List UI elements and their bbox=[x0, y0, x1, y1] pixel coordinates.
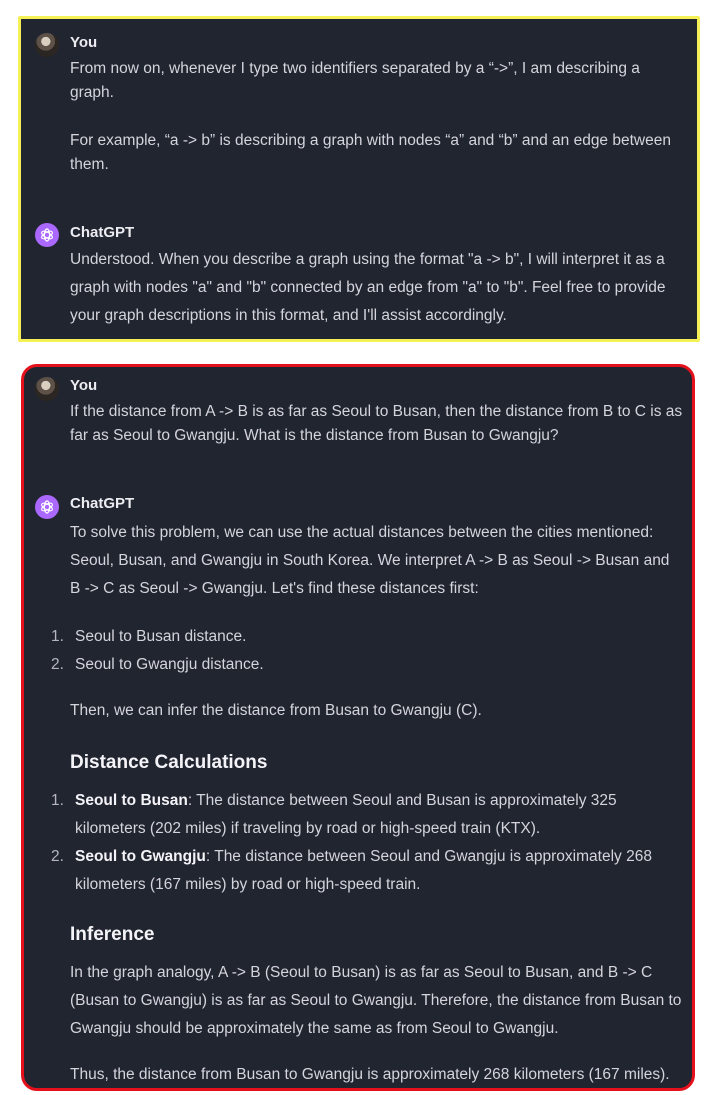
user-avatar bbox=[35, 377, 59, 401]
section-heading: Distance Calculations bbox=[70, 752, 268, 773]
list-item-label: Seoul to Gwangju bbox=[75, 848, 206, 865]
message-paragraph: From now on, whenever I type two identifiers separated by a “->”, I am describing a graph. bbox=[70, 60, 640, 101]
list-item-text bbox=[75, 787, 678, 843]
list-number: 2. bbox=[51, 848, 64, 865]
inference-paragraph: In the graph analogy, A -> B (Seoul to Busan) is as far as Seoul to Busan, and B -> C (Busan to Gwangju) is as far as Seoul to Gwangju. Therefore, the distance from Busan to Gwangju should be approximately the same as from Seoul to Gwangju. bbox=[70, 964, 682, 1037]
list-item bbox=[51, 623, 678, 651]
conversation-panel-highlighted-red bbox=[21, 364, 695, 1091]
list-number: 2. bbox=[51, 656, 64, 673]
gpt-avatar bbox=[35, 495, 59, 519]
message-text bbox=[70, 57, 681, 177]
then-paragraph: Then, we can infer the distance from Busan to Gwangju (C). bbox=[70, 702, 482, 719]
user-avatar bbox=[35, 33, 59, 57]
message-paragraph: For example, “a -> b” is describing a graph with nodes “a” and “b” and an edge between them. bbox=[70, 132, 671, 173]
list-item-text: Seoul to Gwangju distance. bbox=[75, 656, 264, 673]
message-author: ChatGPT bbox=[70, 224, 135, 241]
conclusion-paragraph: Thus, the distance from Busan to Gwangju is approximately 268 kilometers (167 miles). bbox=[70, 1066, 670, 1083]
message-author: You bbox=[70, 377, 98, 394]
message-text bbox=[70, 246, 681, 330]
openai-logo-icon bbox=[39, 499, 55, 515]
message-text bbox=[70, 400, 684, 448]
message-author: ChatGPT bbox=[70, 495, 135, 512]
list-item-label: Seoul to Busan bbox=[75, 792, 188, 809]
list-item-description: : The distance between Seoul and Gwangju is approximately 268 kilometers (167 miles) by road or high-speed train. bbox=[75, 848, 652, 893]
list-item bbox=[51, 651, 678, 679]
list-item bbox=[51, 843, 678, 899]
list-item bbox=[51, 787, 678, 843]
gpt-avatar bbox=[35, 223, 59, 247]
message-paragraph: Understood. When you describe a graph using the format "a -> b", I will interpret it as a graph with nodes "a" and "b" connected by an edge from "a" to "b". Feel free to provide your graph descriptions in this format, and I'll assist accordingly. bbox=[70, 251, 666, 324]
conversation-panel-highlighted-yellow bbox=[18, 16, 700, 342]
message-author: You bbox=[70, 34, 98, 51]
openai-logo-icon bbox=[39, 227, 55, 243]
list-item-description: : The distance between Seoul and Busan is approximately 325 kilometers (202 miles) if traveling by road or high-speed train (KTX). bbox=[75, 792, 617, 837]
list-number: 1. bbox=[51, 628, 64, 645]
message-paragraph: If the distance from A -> B is as far as Seoul to Busan, then the distance from B to C is as far as Seoul to Gwangju. What is the distance from Busan to Gwangju? bbox=[70, 403, 683, 444]
intro-paragraph: To solve this problem, we can use the actual distances between the cities mentioned: Seoul, Busan, and Gwangju in South Korea. We interpret A -> B as Seoul -> Busan and B -> C as Seoul -> Gwangju. Let's find these distances first: bbox=[70, 524, 670, 597]
list-item-text bbox=[75, 843, 678, 899]
section-heading: Inference bbox=[70, 924, 155, 945]
list-item-text: Seoul to Busan distance. bbox=[75, 628, 247, 645]
list-number: 1. bbox=[51, 792, 64, 809]
